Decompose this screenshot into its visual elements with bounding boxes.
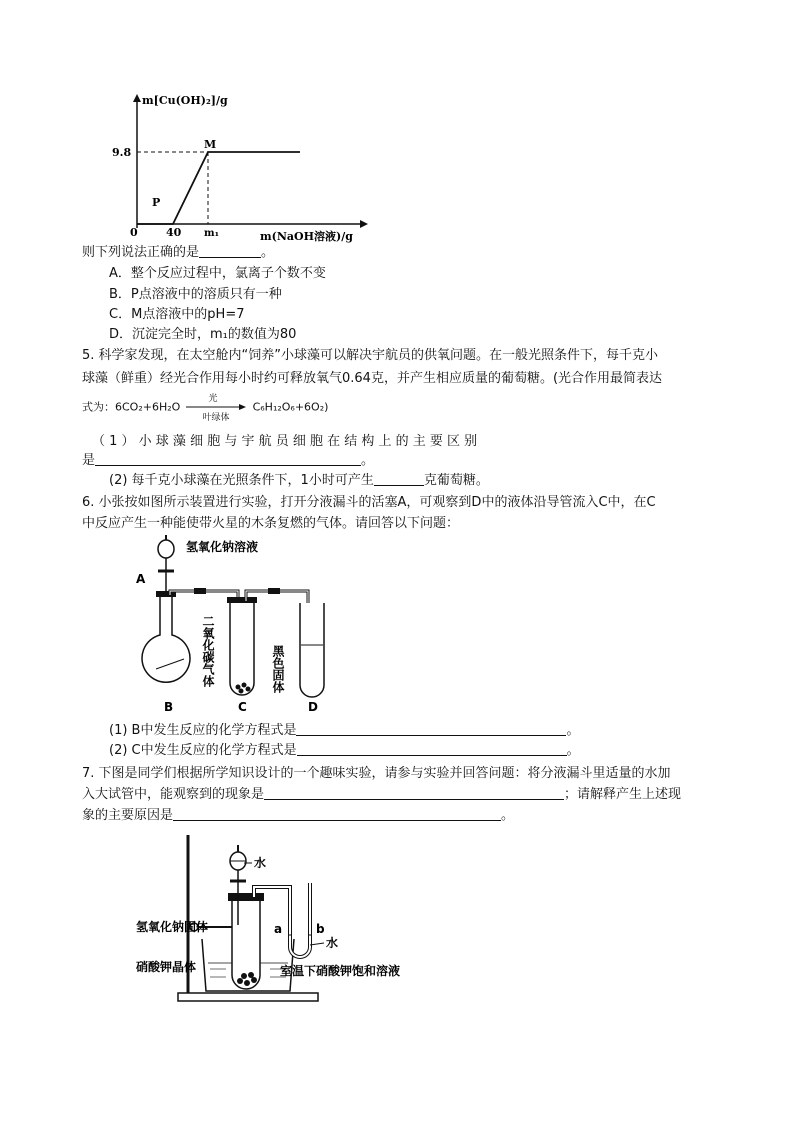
large-test-tube <box>228 893 264 989</box>
test-tube-d <box>300 603 324 697</box>
saturated-solution-label: 室温下硝酸钾饱和溶液 <box>280 964 401 978</box>
q5-sub1-cont <box>82 452 374 470</box>
q4-answer-blank[interactable] <box>199 244 261 258</box>
q5-sub2-b: 克葡萄糖。 <box>423 473 489 488</box>
water-top-label: 水 <box>254 856 267 870</box>
label-c: C <box>238 700 247 714</box>
q4-option-a: A．整个反应过程中，氯离子个数不变 <box>109 266 326 281</box>
arrow-bottom-label: 叶绿体 <box>202 413 230 423</box>
q4-option-c: C．M点溶液中的pH=7 <box>109 307 245 322</box>
test-tube-c <box>227 597 257 695</box>
kno3-crystal-label: 硝酸钾晶体 <box>136 960 197 974</box>
q4-option-b: B．P点溶液中的溶质只有一种 <box>109 287 282 302</box>
q6-sub2-end: 。 <box>566 743 580 758</box>
q7-reason-blank[interactable] <box>173 807 501 821</box>
q6-line2: 中反应产生一种能使带火星的木条复燃的气体。请回答以下问题： <box>82 516 460 531</box>
q5-sub1-blank[interactable] <box>95 452 361 466</box>
q5-formula-suffix: C₆H₁₂O₆+6O₂) <box>252 400 329 414</box>
q7-line2-b: ；请解释产生上述现 <box>564 787 682 802</box>
q5-formula-prefix: 式为：6CO₂+6H₂O <box>82 400 181 414</box>
reaction-arrow <box>184 394 248 423</box>
y-axis-arrow <box>133 94 141 102</box>
black-solid-label: 黑色固体 <box>271 645 285 693</box>
x-tick-40-label: 40 <box>166 226 182 239</box>
q6-apparatus-figure <box>130 535 350 715</box>
data-line <box>137 152 300 224</box>
q5-formula <box>82 394 329 423</box>
cu-oh2-graph <box>100 88 380 244</box>
q7-line3 <box>82 807 514 825</box>
point-p-label: P <box>152 196 161 209</box>
q5-line2: 球藻（鲜重）经光合作用每小时约可释放氧气0.64克，并产生相应质量的葡萄糖。(光合作用最简表达 <box>82 371 663 386</box>
q5-line1: 5. 科学家发现，在太空舱内“饲养”小球藻可以解决宇航员的供氧问题。在一般光照条件下，每千克小 <box>82 348 659 363</box>
q7-line3-b: 。 <box>501 808 515 823</box>
q7-phenomenon-blank[interactable] <box>264 786 564 800</box>
water-label: 水 <box>326 936 339 950</box>
q7-line1: 7. 下图是同学们根据所学知识设计的一个趣味实验，请参与实验并回答问题：将分液漏斗里适量的水加 <box>82 766 671 781</box>
q6-sub2 <box>109 742 580 760</box>
q7-apparatus-figure <box>130 835 401 1015</box>
x-axis-label: m(NaOH溶液)/g <box>260 230 353 243</box>
q4-stem <box>82 244 274 262</box>
point-m-label: M <box>204 138 217 151</box>
q6-sub1-end: 。 <box>566 723 580 738</box>
origin-label: 0 <box>130 226 138 239</box>
label-b: B <box>164 700 174 714</box>
naoh-solution-label: 氢氧化钠溶液 <box>186 540 259 554</box>
arrow-top-label: 光 <box>208 394 218 404</box>
q6-line1: 6. 小张按如图所示装置进行实验，打开分液漏斗的活塞A，可观察到D中的液体沿导管流入C中，在C <box>82 495 656 510</box>
label-b-q7: b <box>316 922 325 936</box>
q5-sub1-cont-text: 是 <box>82 453 96 468</box>
q6-sub1 <box>109 722 579 740</box>
q6-sub1-blank[interactable] <box>296 722 566 736</box>
naoh-solid-label: 氢氧化钠固体 <box>136 920 209 934</box>
flask-b <box>142 591 190 682</box>
x-tick-m1-label: m₁ <box>204 228 219 239</box>
q5-sub2-blank[interactable] <box>374 472 424 486</box>
co2-gas-label: 二氧化碳气体 <box>201 615 215 687</box>
q5-sub1-end: 。 <box>361 453 375 468</box>
label-a-q7: a <box>274 922 283 936</box>
q5-sub2 <box>109 472 489 490</box>
q6-sub2-text: (2) C中发生反应的化学方程式是 <box>109 743 297 758</box>
q7-line3-a: 象的主要原因是 <box>82 808 174 823</box>
q6-sub1-text: (1) B中发生反应的化学方程式是 <box>109 723 297 738</box>
q7-line2 <box>82 786 681 804</box>
y-axis-label: m[Cu(OH)₂]/g <box>142 94 228 107</box>
q5-sub2-a: (2) 每千克小球藻在光照条件下，1小时可产生 <box>109 473 374 488</box>
q5-sub1: （ 1 ） 小 球 藻 细 胞 与 宇 航 员 细 胞 在 结 构 上 的 主 要 区 别 <box>92 434 478 449</box>
q6-sub2-blank[interactable] <box>297 742 567 756</box>
label-d: D <box>308 700 318 714</box>
q4-stem-text: 则下列说法正确的是 <box>82 245 200 260</box>
q4-option-d: D．沉淀完全时，m₁的数值为80 <box>109 327 297 342</box>
label-a: A <box>136 572 146 586</box>
q7-line2-a: 入大试管中，能观察到的现象是 <box>82 787 265 802</box>
q4-stem-end: 。 <box>261 245 275 260</box>
x-axis-arrow <box>360 220 368 228</box>
y-tick-label: 9.8 <box>112 146 132 159</box>
